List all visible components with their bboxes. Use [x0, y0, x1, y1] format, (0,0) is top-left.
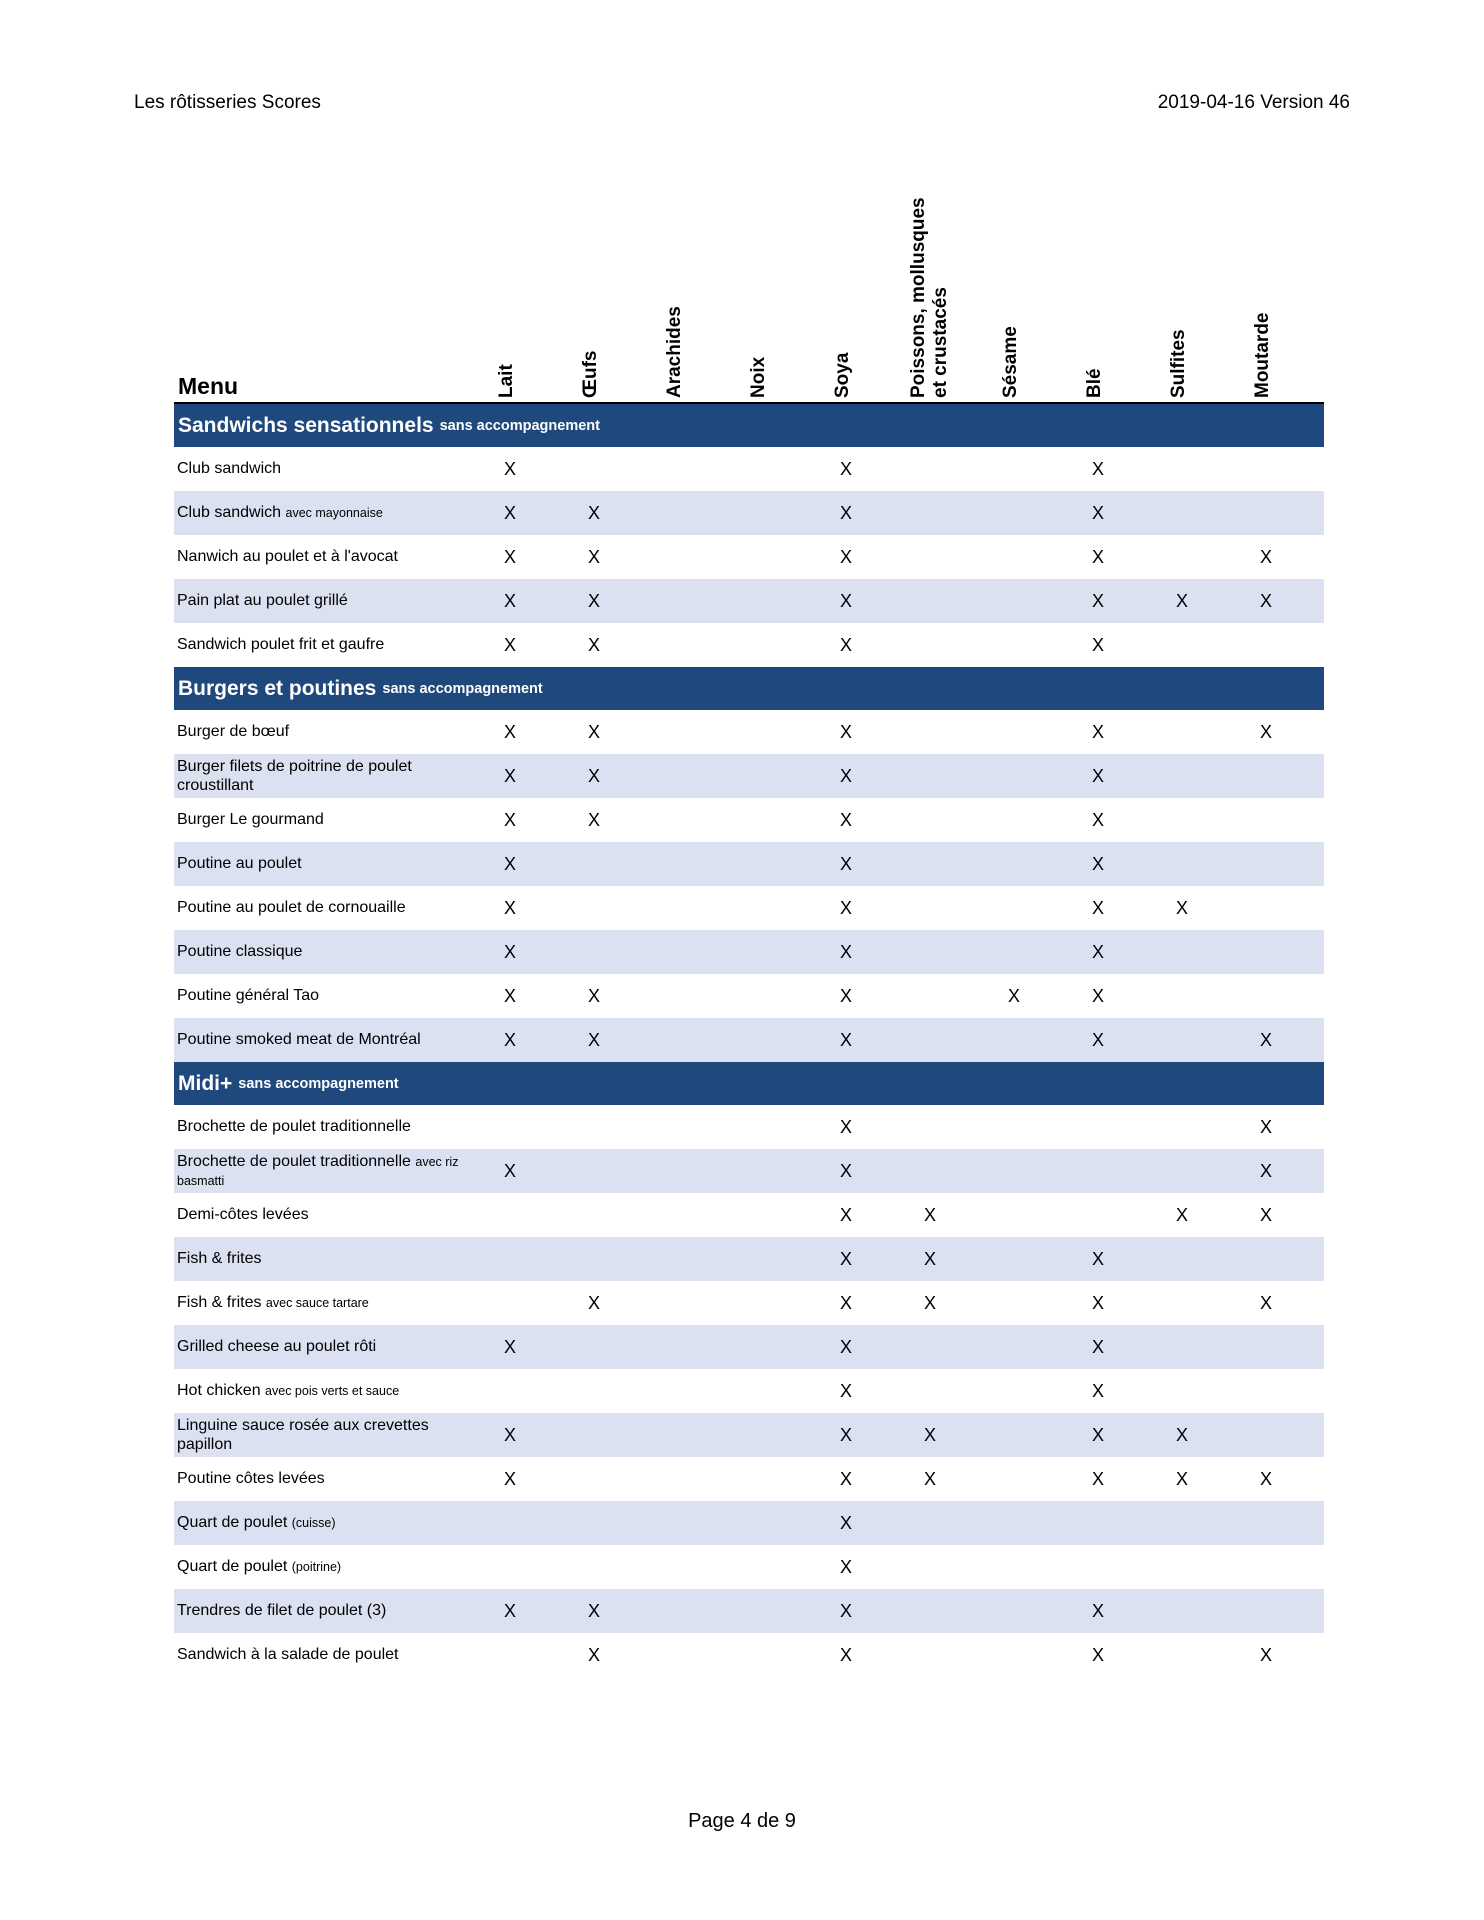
allergen-mark-moutarde: X — [1259, 590, 1272, 611]
table-row — [174, 1149, 1324, 1193]
table-row — [174, 842, 1324, 886]
allergen-mark-ble: X — [1091, 941, 1104, 962]
allergen-mark-moutarde: X — [1259, 1160, 1272, 1181]
item-name: Sandwich poulet frit et gaufre — [177, 636, 385, 654]
allergen-mark-ble: X — [1091, 721, 1104, 742]
table-row — [174, 535, 1324, 579]
allergen-mark-moutarde: X — [1259, 1292, 1272, 1313]
allergen-mark-moutarde: X — [1259, 1029, 1272, 1050]
allergen-mark-soya: X — [839, 809, 852, 830]
item-name: Nanwich au poulet et à l'avocat — [177, 548, 398, 566]
section-note: sans accompagnement — [382, 680, 543, 697]
table-row — [174, 1325, 1324, 1369]
allergen-mark-moutarde: X — [1259, 1468, 1272, 1489]
allergen-mark-lait: X — [503, 634, 516, 655]
row-label — [177, 1501, 477, 1545]
allergen-mark-soya: X — [839, 765, 852, 786]
table-row — [174, 1633, 1324, 1677]
page-number: Page 4 de 9 — [688, 1810, 796, 1832]
row-label — [177, 754, 477, 798]
allergen-mark-soya: X — [839, 721, 852, 742]
allergen-mark-sesame: X — [1007, 985, 1020, 1006]
allergen-mark-soya: X — [839, 458, 852, 479]
allergen-mark-lait: X — [503, 1600, 516, 1621]
table-row — [174, 1369, 1324, 1413]
row-label — [177, 1589, 477, 1633]
row-label — [177, 886, 477, 930]
allergen-mark-lait: X — [503, 853, 516, 874]
row-label — [177, 1369, 477, 1413]
allergen-mark-soya: X — [839, 1644, 852, 1665]
row-label — [177, 1105, 477, 1149]
allergen-mark-soya: X — [839, 897, 852, 918]
item-name: Brochette de poulet traditionnelle — [177, 1152, 411, 1170]
allergen-mark-soya: X — [839, 1512, 852, 1533]
allergen-mark-ble: X — [1091, 1468, 1104, 1489]
allergen-mark-ble: X — [1091, 502, 1104, 523]
item-name: Demi-côtes levées — [177, 1206, 309, 1224]
row-label — [177, 1457, 477, 1501]
column-header-sesame: Sésame — [1000, 326, 1021, 398]
allergen-mark-ble: X — [1091, 590, 1104, 611]
allergen-mark-lait: X — [503, 1424, 516, 1445]
allergen-mark-sulfites: X — [1175, 897, 1188, 918]
item-name: Hot chicken — [177, 1382, 261, 1400]
table-row — [174, 1237, 1324, 1281]
section-title: Burgers et poutines — [178, 676, 377, 700]
table-row — [174, 447, 1324, 491]
table-row — [174, 1105, 1324, 1149]
section-note: sans accompagnement — [238, 1075, 399, 1092]
section-title: Sandwichs sensationnels — [178, 413, 434, 437]
allergen-mark-soya: X — [839, 1424, 852, 1445]
item-name: Poutine au poulet de cornouaille — [177, 899, 406, 917]
allergen-mark-oeufs: X — [587, 502, 600, 523]
item-note: avec riz basmatti — [177, 1154, 459, 1188]
row-label — [177, 1018, 477, 1062]
row-label — [177, 842, 477, 886]
table-row — [174, 1413, 1324, 1457]
table-row — [174, 491, 1324, 535]
item-name: Fish & frites — [177, 1250, 262, 1268]
item-name: Fish & frites — [177, 1294, 262, 1312]
allergen-mark-soya: X — [839, 1380, 852, 1401]
allergen-mark-lait: X — [503, 941, 516, 962]
header-restaurant-name: Les rôtisseries Scores — [134, 92, 321, 113]
allergen-mark-soya: X — [839, 853, 852, 874]
item-name: Poutine côtes levées — [177, 1470, 325, 1488]
item-name: Club sandwich — [177, 460, 282, 478]
item-name: Club sandwich — [177, 504, 282, 522]
allergen-mark-lait: X — [503, 1029, 516, 1050]
allergen-mark-ble: X — [1091, 1248, 1104, 1269]
allergen-mark-poissons: X — [923, 1424, 936, 1445]
item-name: Trendres de filet de poulet (3) — [177, 1602, 387, 1620]
section-title: Midi+ — [178, 1071, 233, 1095]
row-label — [177, 1193, 477, 1237]
allergen-mark-lait: X — [503, 809, 516, 830]
allergen-mark-oeufs: X — [587, 809, 600, 830]
allergen-mark-soya: X — [839, 1292, 852, 1313]
item-name: Burger filets de poitrine de poulet croustillant — [177, 757, 412, 794]
allergen-mark-ble: X — [1091, 853, 1104, 874]
allergen-mark-soya: X — [839, 1248, 852, 1269]
table-row — [174, 710, 1324, 754]
table-row — [174, 579, 1324, 623]
allergen-mark-oeufs: X — [587, 634, 600, 655]
table-row — [174, 886, 1324, 930]
row-label — [177, 447, 477, 491]
column-header-noix: Noix — [748, 356, 769, 398]
column-header-ble: Blé — [1084, 368, 1105, 398]
allergen-mark-lait: X — [503, 1468, 516, 1489]
allergen-mark-soya: X — [839, 1600, 852, 1621]
column-header-arachides: Arachides — [664, 306, 685, 398]
allergen-mark-poissons: X — [923, 1292, 936, 1313]
allergen-mark-moutarde: X — [1259, 1204, 1272, 1225]
allergen-mark-soya: X — [839, 546, 852, 567]
allergen-mark-ble: X — [1091, 1380, 1104, 1401]
table-row — [174, 1501, 1324, 1545]
allergen-mark-ble: X — [1091, 634, 1104, 655]
row-label — [177, 535, 477, 579]
allergen-mark-lait: X — [503, 721, 516, 742]
allergen-mark-soya: X — [839, 502, 852, 523]
row-label — [177, 930, 477, 974]
item-note: avec sauce tartare — [265, 1296, 369, 1311]
item-name: Poutine classique — [177, 943, 303, 961]
row-label — [177, 710, 477, 754]
allergen-mark-soya: X — [839, 590, 852, 611]
column-header-soya: Soya — [832, 352, 853, 398]
section-header — [174, 667, 1324, 710]
allergen-mark-oeufs: X — [587, 1029, 600, 1050]
row-label — [177, 1149, 477, 1193]
allergen-mark-soya: X — [839, 634, 852, 655]
item-name: Quart de poulet — [177, 1514, 288, 1532]
row-label — [177, 1325, 477, 1369]
allergen-mark-oeufs: X — [587, 1600, 600, 1621]
column-header-sulfites: Sulfites — [1168, 329, 1189, 398]
allergen-mark-moutarde: X — [1259, 546, 1272, 567]
row-label — [177, 579, 477, 623]
allergen-mark-soya: X — [839, 1468, 852, 1489]
menu-column-title: Menu — [178, 373, 239, 399]
item-note: avec pois verts et sauce — [265, 1384, 400, 1399]
allergen-mark-ble: X — [1091, 1029, 1104, 1050]
table-row — [174, 1457, 1324, 1501]
item-name: Poutine général Tao — [177, 987, 320, 1005]
allergen-mark-soya: X — [839, 1160, 852, 1181]
allergen-mark-oeufs: X — [587, 721, 600, 742]
item-name: Sandwich à la salade de poulet — [177, 1646, 399, 1664]
item-note: (poitrine) — [291, 1560, 342, 1575]
allergen-mark-moutarde: X — [1259, 721, 1272, 742]
item-name: Burger de bœuf — [177, 723, 290, 741]
allergen-mark-lait: X — [503, 897, 516, 918]
column-header-row — [174, 170, 1324, 404]
table-row — [174, 1589, 1324, 1633]
allergen-mark-sulfites: X — [1175, 1424, 1188, 1445]
column-header-poissons: Poissons, mollusques et crustacés — [908, 197, 951, 398]
allergen-mark-soya: X — [839, 1336, 852, 1357]
table-row — [174, 1193, 1324, 1237]
allergen-mark-ble: X — [1091, 765, 1104, 786]
allergen-mark-ble: X — [1091, 1644, 1104, 1665]
row-label — [177, 1281, 477, 1325]
item-name: Poutine au poulet — [177, 855, 302, 873]
allergen-mark-ble: X — [1091, 985, 1104, 1006]
allergen-mark-ble: X — [1091, 897, 1104, 918]
section-header — [174, 1062, 1324, 1105]
allergen-mark-poissons: X — [923, 1248, 936, 1269]
allergen-mark-oeufs: X — [587, 590, 600, 611]
allergen-mark-ble: X — [1091, 1424, 1104, 1445]
allergen-mark-ble: X — [1091, 546, 1104, 567]
allergen-mark-lait: X — [503, 502, 516, 523]
row-label — [177, 1237, 477, 1281]
allergen-mark-lait: X — [503, 1160, 516, 1181]
allergen-mark-sulfites: X — [1175, 1468, 1188, 1489]
allergen-mark-soya: X — [839, 985, 852, 1006]
header-version: 2019-04-16 Version 46 — [1157, 92, 1350, 113]
allergen-mark-soya: X — [839, 941, 852, 962]
allergen-mark-lait: X — [503, 985, 516, 1006]
table-row — [174, 754, 1324, 798]
item-note: (cuisse) — [291, 1516, 336, 1531]
item-name: Brochette de poulet traditionnelle — [177, 1118, 411, 1136]
allergen-mark-lait: X — [503, 458, 516, 479]
allergen-mark-lait: X — [503, 546, 516, 567]
allergen-table — [174, 170, 1324, 1677]
row-label — [177, 623, 477, 667]
table-row — [174, 974, 1324, 1018]
allergen-mark-oeufs: X — [587, 546, 600, 567]
column-header-moutarde: Moutarde — [1252, 312, 1273, 398]
table-row — [174, 623, 1324, 667]
allergen-mark-soya: X — [839, 1556, 852, 1577]
table-row — [174, 1018, 1324, 1062]
allergen-mark-lait: X — [503, 765, 516, 786]
table-row — [174, 1281, 1324, 1325]
allergen-mark-poissons: X — [923, 1204, 936, 1225]
allergen-mark-oeufs: X — [587, 985, 600, 1006]
allergen-mark-moutarde: X — [1259, 1116, 1272, 1137]
section-note: sans accompagnement — [439, 417, 600, 434]
item-name: Grilled cheese au poulet rôti — [177, 1338, 377, 1356]
allergen-mark-sulfites: X — [1175, 1204, 1188, 1225]
table-row — [174, 798, 1324, 842]
column-header-oeufs: Œufs — [580, 350, 601, 398]
item-name: Burger Le gourmand — [177, 811, 324, 829]
row-label — [177, 1413, 477, 1457]
allergen-mark-ble: X — [1091, 1292, 1104, 1313]
section-header — [174, 404, 1324, 447]
item-name: Linguine sauce rosée aux crevettes papillon — [177, 1416, 429, 1453]
item-note: avec mayonnaise — [285, 506, 383, 521]
allergen-mark-oeufs: X — [587, 1292, 600, 1313]
allergen-mark-moutarde: X — [1259, 1644, 1272, 1665]
allergen-mark-ble: X — [1091, 458, 1104, 479]
allergen-mark-ble: X — [1091, 1600, 1104, 1621]
allergen-mark-ble: X — [1091, 1336, 1104, 1357]
allergen-mark-ble: X — [1091, 809, 1104, 830]
allergen-mark-sulfites: X — [1175, 590, 1188, 611]
table-body — [174, 404, 1324, 1677]
table-row — [174, 1545, 1324, 1589]
column-header-lait: Lait — [496, 364, 517, 398]
row-label — [177, 491, 477, 535]
allergen-mark-lait: X — [503, 1336, 516, 1357]
item-name: Pain plat au poulet grillé — [177, 592, 348, 610]
table-row — [174, 930, 1324, 974]
item-name: Poutine smoked meat de Montréal — [177, 1031, 421, 1049]
row-label — [177, 1633, 477, 1677]
allergen-mark-oeufs: X — [587, 765, 600, 786]
item-name: Quart de poulet — [177, 1558, 288, 1576]
row-label — [177, 798, 477, 842]
row-label — [177, 974, 477, 1018]
allergen-mark-lait: X — [503, 590, 516, 611]
allergen-mark-soya: X — [839, 1029, 852, 1050]
allergen-mark-soya: X — [839, 1116, 852, 1137]
allergen-mark-oeufs: X — [587, 1644, 600, 1665]
allergen-mark-poissons: X — [923, 1468, 936, 1489]
row-label — [177, 1545, 477, 1589]
allergen-mark-soya: X — [839, 1204, 852, 1225]
